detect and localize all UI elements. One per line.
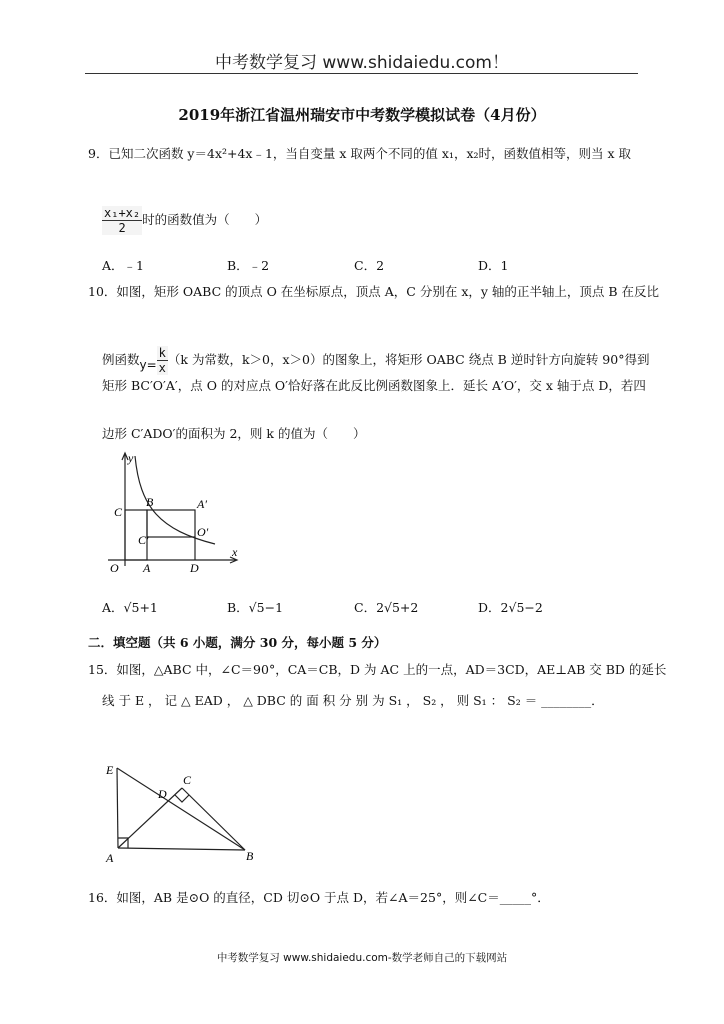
q10-fraction: [157, 346, 168, 375]
line-eb: [117, 768, 245, 850]
frac-num: k: [158, 346, 166, 360]
line-ea: [117, 768, 118, 848]
q9-line2: [102, 206, 267, 235]
label-b: B: [246, 849, 254, 863]
q10-text-4: 边形 C′ADO′的面积为 2，则 k 的值为（ ）: [102, 426, 366, 441]
q9-option-a: A．﹣1: [102, 258, 144, 273]
rect-bcoa: [147, 510, 195, 537]
label-d: D: [190, 561, 199, 573]
q15-text-1: 15．如图，△ABC 中，∠C＝90°，CA＝CB，D 为 AC 上的一点，AD＝3CD，AE⊥AB 交 BD 的延长: [88, 662, 667, 677]
q10-text-3: 矩形 BC′O′A′，点 O 的对应点 O′恰好落在此反比例函数图象上．延长 A′O′，交 x 轴于点 D，若四: [102, 378, 646, 393]
label-e: E: [106, 763, 114, 777]
q16-text: 16．如图，AB 是⊙O 的直径，CD 切⊙O 于点 D，若∠A＝25°，则∠C＝_____°．: [88, 890, 550, 905]
q9-option-d: D．1: [478, 258, 509, 273]
frac-num: x₁+x₂: [104, 206, 141, 220]
label-x: x: [232, 545, 238, 559]
label-c-prime: C′: [138, 533, 149, 547]
frac-den: x: [158, 361, 166, 375]
q10-text-2b: （k 为常数，k＞0，x＞0）的图象上，将矩形 OABC 绕点 B 逆时针方向旋转 90°得到: [167, 352, 650, 367]
line-cb: [182, 788, 245, 850]
label-o-prime: O′: [197, 525, 209, 539]
label-d: D: [158, 787, 167, 801]
right-angle-c: [175, 795, 189, 802]
label-c: C: [114, 505, 123, 519]
q15-figure: [100, 758, 265, 868]
q10-text-2: [102, 346, 649, 375]
q10-text-2a: 例函数: [102, 352, 140, 367]
formula-y: y=: [139, 358, 157, 372]
label-b: B: [146, 495, 154, 509]
section-heading: 二．填空题（共 6 小题，满分 30 分，每小题 5 分）: [88, 635, 387, 650]
page-footer: 中考数学复习 www.shidaiedu.com-数学老师自己的下载网站: [216, 952, 508, 964]
page-header: 中考数学复习 www.shidaiedu.com！: [215, 53, 509, 73]
q10-option-d: D．2√5−2: [478, 600, 543, 615]
label-a: A: [106, 851, 114, 865]
label-o: O: [110, 561, 119, 573]
header-divider: [85, 73, 638, 74]
q9-fraction: [102, 206, 142, 235]
q9-text: 9．已知二次函数 y＝4x²+4x﹣1，当自变量 x 取两个不同的值 x₁，x₂时，函数值相等，则当 x 取: [88, 146, 632, 161]
page-title: 2019年浙江省温州瑞安市中考数学模拟试卷（4月份）: [178, 106, 546, 124]
frac-den: 2: [118, 221, 126, 235]
label-y: y: [128, 451, 134, 465]
q9-option-c: C．2: [354, 258, 385, 273]
label-c: C: [183, 773, 192, 787]
q9-text-2: 时的函数值为（ ）: [142, 212, 268, 227]
q10-option-b: B．√5−1: [227, 600, 284, 615]
q15-text-2: 线 于 E ， 记 △ EAD ， △ DBC 的 面 积 分 别 为 S₁ ， S₂ ， 则 S₁ ： S₂ ＝ ________．: [102, 693, 604, 708]
q10-figure: [100, 448, 250, 573]
line-ab: [118, 848, 245, 850]
label-a-prime: A′: [197, 497, 207, 511]
q9-option-b: B．﹣2: [227, 258, 270, 273]
label-a: A: [143, 561, 151, 573]
q10-option-c: C．2√5+2: [354, 600, 419, 615]
q10-option-a: A．√5+1: [102, 600, 158, 615]
q10-text-1: 10．如图，矩形 OABC 的顶点 O 在坐标原点，顶点 A，C 分别在 x，y 轴的正半轴上，顶点 B 在反比: [88, 284, 660, 299]
